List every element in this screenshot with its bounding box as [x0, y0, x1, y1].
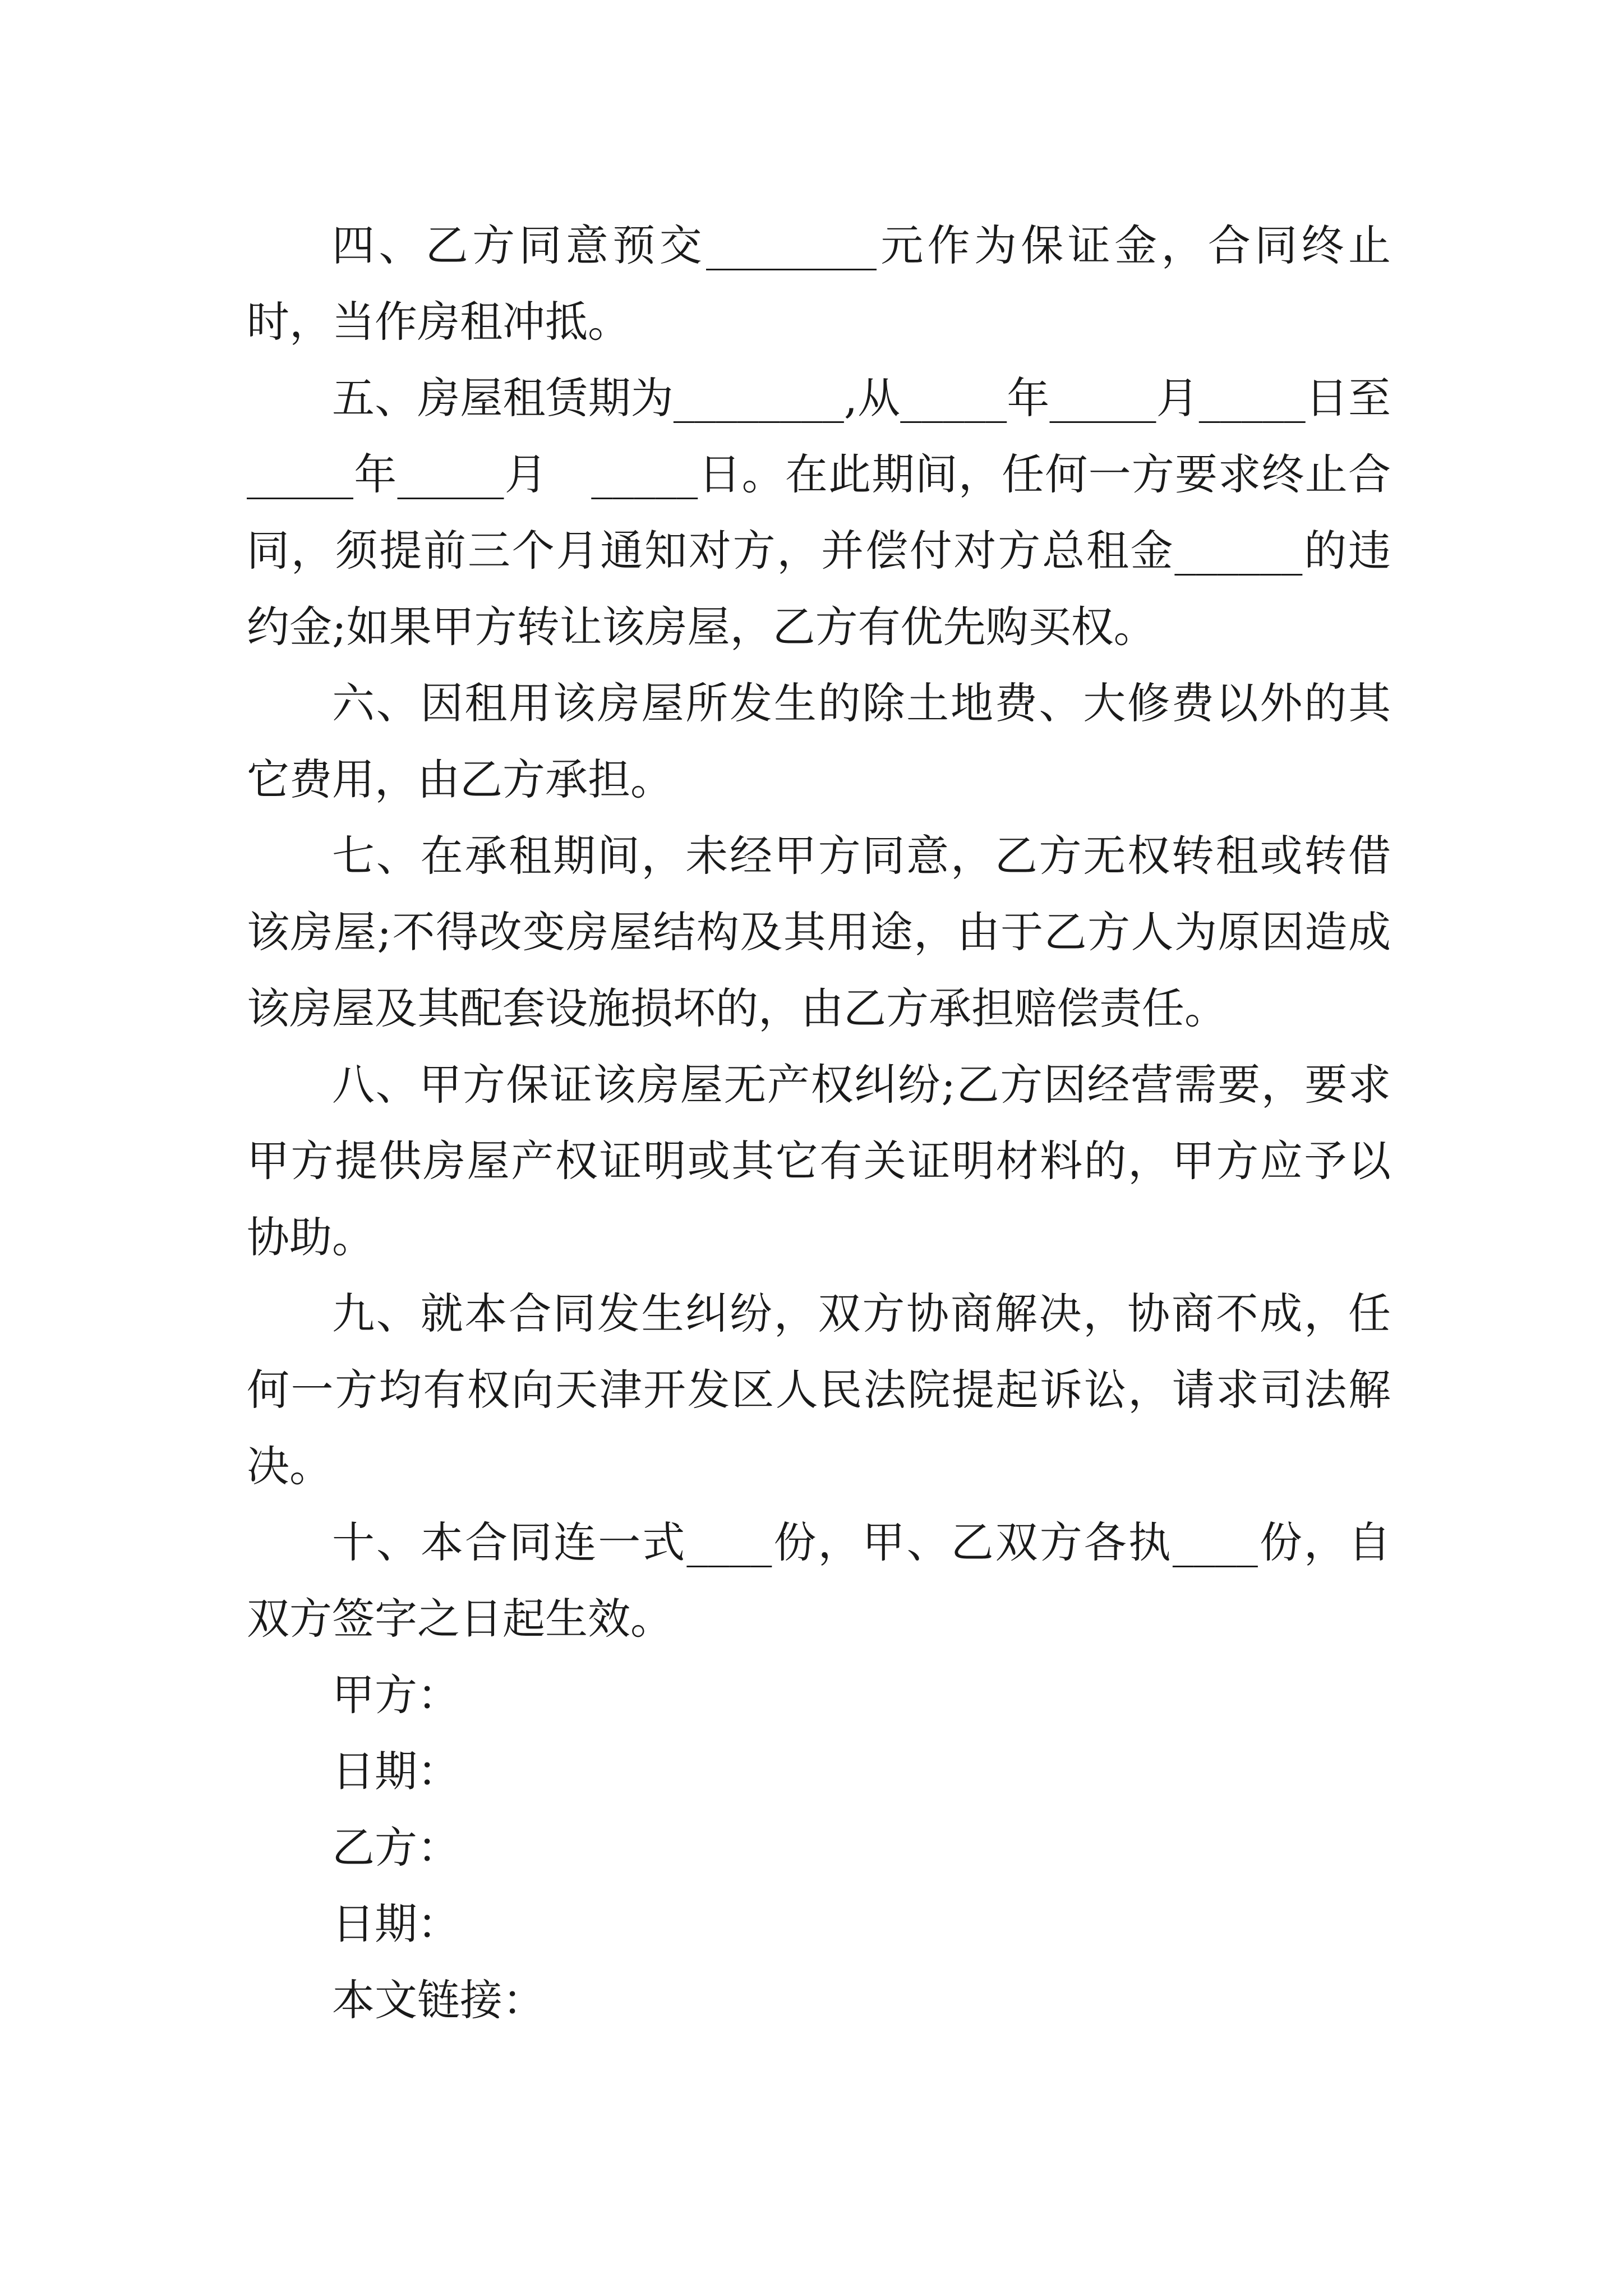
- party-b-label: 乙方：: [332, 1823, 460, 1872]
- clause-5: 五、房屋租赁期为________,从_____年_____月_____日至_____年_____月 _____日。在此期间，任何一方要求终止合同，须提前三个月通知对方，并偿付对方总租金______的违约金;如果甲方转让该房屋，乙方有优先购买权。: [247, 373, 1391, 652]
- document-body: [247, 208, 1391, 2039]
- clause-8: 八、甲方保证该房屋无产权纠纷;乙方因经营需要，要求甲方提供房屋产权证明或其它有关证明材料的，甲方应予以协助。: [247, 1060, 1391, 1262]
- clause-9: 九、就本合同发生纠纷，双方协商解决，协商不成，任何一方均有权向天津开发区人民法院提起诉讼，请求司法解决。: [247, 1289, 1391, 1491]
- date-b-label: 日期：: [332, 1899, 460, 1949]
- clause-7: 七、在承租期间，未经甲方同意，乙方无权转租或转借该房屋;不得改变房屋结构及其用途，由于乙方人为原因造成该房屋及其配套设施损坏的，由乙方承担赔偿责任。: [247, 831, 1391, 1033]
- clause-4: 四、乙方同意预交________元作为保证金，合同终止时，当作房租冲抵。: [247, 220, 1391, 347]
- article-link-label: 本文链接：: [332, 1975, 545, 2025]
- party-a-label: 甲方：: [332, 1670, 460, 1720]
- clause-6: 六、因租用该房屋所发生的除土地费、大修费以外的其它费用，由乙方承担。: [247, 678, 1391, 804]
- date-a-label: 日期：: [332, 1746, 460, 1796]
- clause-10: 十、本合同连一式____份，甲、乙双方各执____份，自双方签字之日起生效。: [247, 1517, 1391, 1644]
